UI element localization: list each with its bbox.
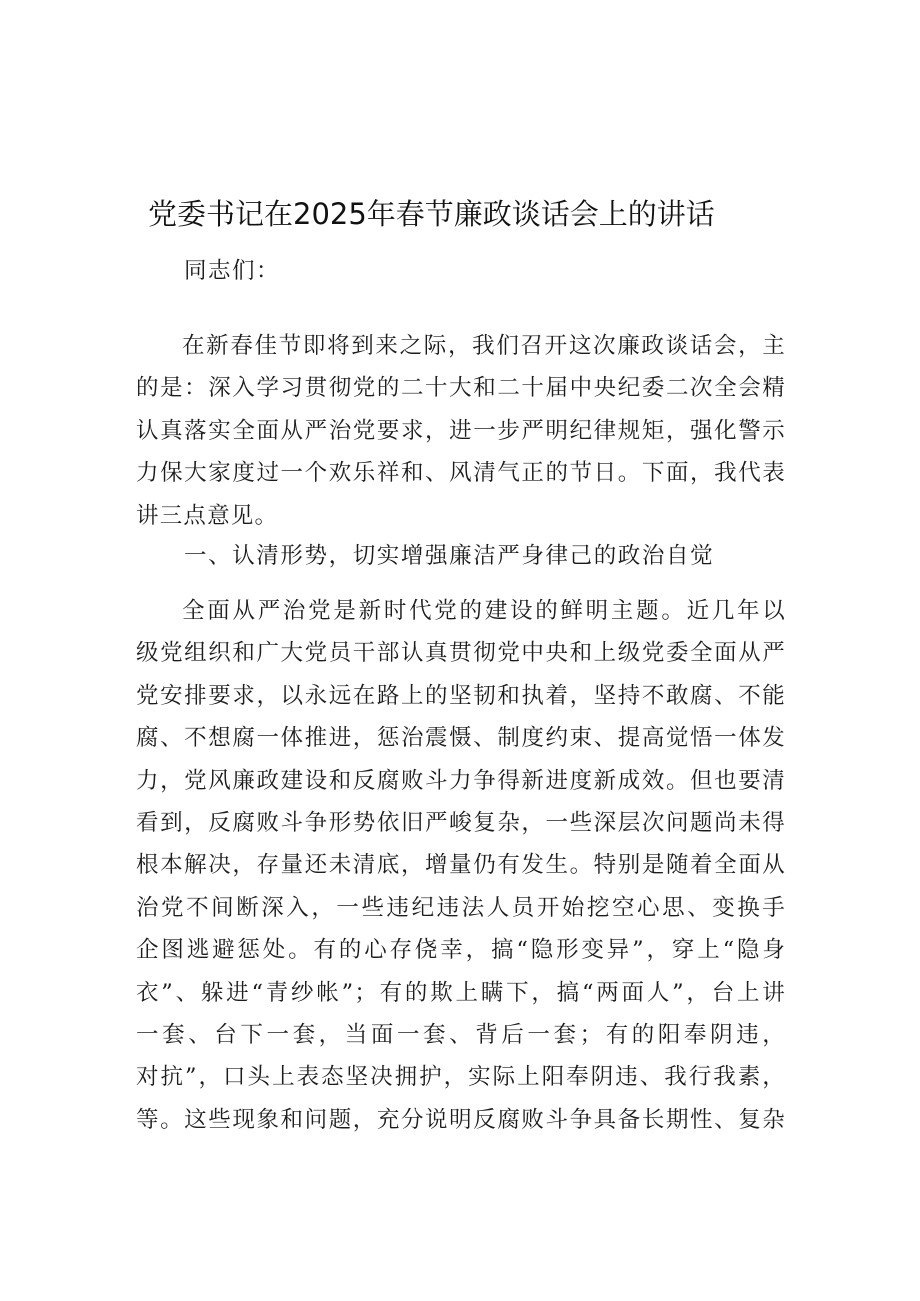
document-title: 党委书记在2025年春节廉政谈话会上的讲话 xyxy=(148,197,715,231)
paragraph-line: 企图逃避惩处。有的心存侥幸，搞“隐形变异”，穿上“隐身 xyxy=(136,937,786,964)
paragraph-line: 衣”、躲进“青纱帐”；有的欺上瞒下，搞“两面人”，台上讲 xyxy=(136,979,786,1006)
paragraph-line: 对抗”，口头上表态坚决拥护，实际上阳奉阴违、我行我素， xyxy=(136,1064,786,1091)
paragraph-line: 治党不间断深入，一些违纪违法人员开始挖空心思、变换手 xyxy=(136,894,786,921)
paragraph-line: 认真落实全面从严治党要求，进一步严明纪律规矩，强化警示 xyxy=(136,417,786,444)
greeting: 同志们： xyxy=(184,258,281,284)
paragraph-line: 力，党风廉政建设和反腐败斗力争得新进度新成效。但也要清 xyxy=(136,767,786,794)
paragraph-line: 的是：深入学习贯彻党的二十大和二十届中央纪委二次全会精 xyxy=(136,375,786,402)
section-one-heading: 一、认清形势，切实增强廉洁严身律己的政治自觉 xyxy=(184,543,715,569)
paragraph-line: 腐、不想腐一体推进，惩治震慑、制度约束、提高觉悟一体发 xyxy=(136,725,786,752)
paragraph-line: 级党组织和广大党员干部认真贯彻党中央和上级党委全面从严 xyxy=(136,640,786,667)
paragraph-line: 根本解决，存量还未清底，增量仍有发生。特别是随着全面从 xyxy=(136,852,786,879)
paragraph-line: 全面从严治党是新时代党的建设的鲜明主题。近几年以 xyxy=(182,598,786,624)
paragraph-line: 等。这些现象和问题，充分说明反腐败斗争具备长期性、复杂 xyxy=(136,1106,786,1133)
paragraph-line: 力保大家度过一个欢乐祥和、风清气正的节日。下面，我代表 xyxy=(136,460,786,487)
paragraph-line: 讲三点意见。 xyxy=(136,502,279,529)
intro-paragraph xyxy=(136,325,786,537)
paragraph-line: 在新春佳节即将到来之际，我们召开这次廉政谈话会，主 xyxy=(182,333,786,359)
paragraph-line: 一套、台下一套，当面一套、背后一套；有的阳奉阴违， xyxy=(136,1021,786,1048)
section-one-paragraph xyxy=(136,590,786,1141)
paragraph-line: 党安排要求，以永远在路上的坚韧和执着，坚持不敢腐、不能 xyxy=(136,682,786,709)
paragraph-line: 看到，反腐败斗争形势依旧严峻复杂，一些深层次问题尚未得 xyxy=(136,809,786,836)
